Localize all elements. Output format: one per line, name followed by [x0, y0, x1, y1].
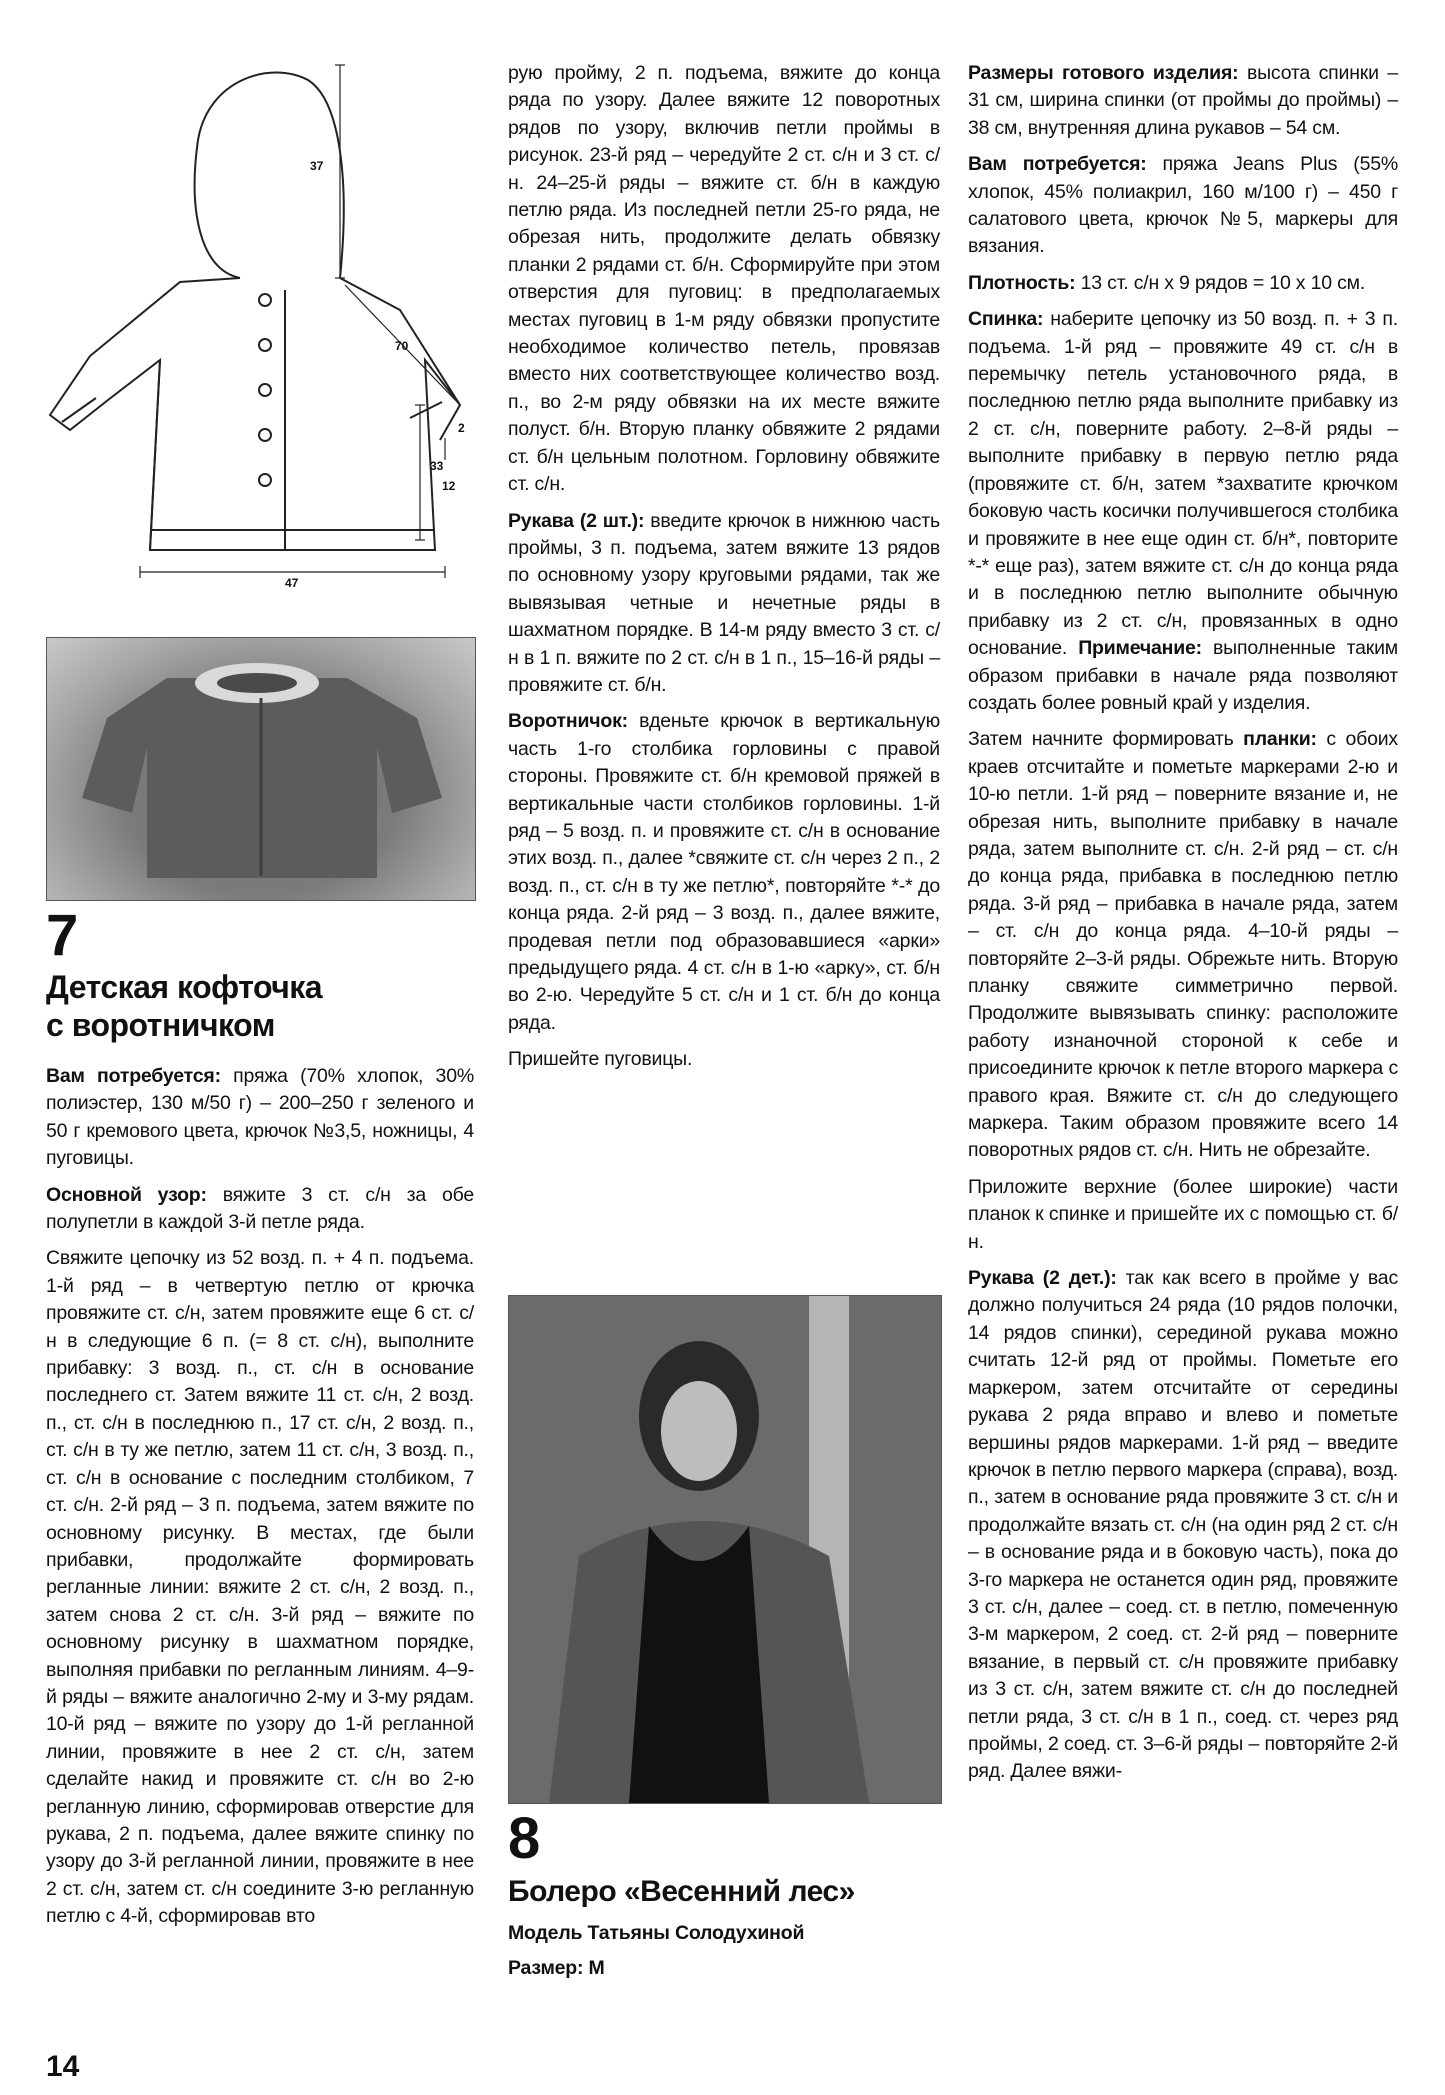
article-7-body: Свяжите цепочку из 52 возд. п. + 4 п. подъема. 1-й ряд – в четвертую петлю от крючка провяжите ст. с/н, затем провяжите еще 6 ст. с/н в следующие 6 п. (= 8 ст. с/н), выполните прибавку: 3 возд. п., ст. с/н в основание последнего ст. Затем вяжите 11 ст. с/н, 2 возд. п., ст. с/н в последнюю п., 17 ст. с/н, 2 возд. п., ст. с/н в ту же петлю, затем 11 ст. с/н, 3 возд. п., ст. с/н в основание с последним столбиком, 7 ст. с/н. 2-й ряд – 3 п. подъема, затем вяжите по основному рисунку. В местах, где были прибавки, продолжайте формировать регланные линии: вяжите 2 ст. с/н, 2 возд. п., затем снова 2 ст. с/н. 3-й ряд – вяжите по основному рисунку в шахматном порядке, выполняя прибавки по регланным линиям. 4–9-й ряды – вяжите аналогично 2-му и 3-му рядам. 10-й ряд – вяжите по узору до 1-й регланной линии, провяжите в нее 2 ст. с/н, затем сделайте накид и провяжите ст. с/н во 2-ю регланную линию, сформировав отверстие для рукава, 2 п. подъема, далее вяжите спинку по узору до 3-й регланной линии, провяжите в нее 2 ст. с/н, затем ст. с/н соедините 3-ю регланную петлю с 4-й, сформировав вто — [46, 1247, 474, 1928]
article-8-size: Размер: M — [508, 1957, 605, 1980]
planks-text-b: с обоих краев отсчитайте и пометьте маркерами 2-ю и 10-ю петли. 1-й ряд – поверните вязание и, не обрезая нить, выполните прибавку в начале ряда, затем выполните ст. с/н. 2-й ряд – ст. с/н до конца ряда, прибавка в последнюю петлю ряда. 3-й ряд – прибавка в начале ряда, затем – ст. с/н до конца ряда. 4–10-й ряды – повторяйте 2–3-й ряды. Обрежьте нить. Вторую планку свяжите симметрично первой. Продолжите вывязывать спинку: расположите работу изнаночной стороной к себе и присоедините крючок к петле второго маркера с правого края. Вяжите ст. с/н до следующего маркера. Таким образом провяжите всего 14 поворотных рядов ст. с/н. Нить не обрезайте. — [968, 728, 1398, 1162]
planks-label: планки: — [1243, 728, 1317, 751]
article-7-pattern — [46, 1182, 474, 1237]
article-8-materials — [968, 151, 1398, 261]
sizes-text: высота спинки – 31 см, ширина спинки (от проймы до проймы) – 38 см, внутренняя длина рукавов – 54 см. — [968, 62, 1398, 139]
jacket-schematic-diagram — [40, 60, 480, 620]
article-7-continuation: рую пройму, 2 п. подъема, вяжите до конца ряда по узору. Далее вяжите 12 поворотных рядов по узору, включив петли проймы в рисунок. 23-й ряд – чередуйте 2 ст. с/н и 3 ст. с/н. 24–25-й ряды – вяжите ст. б/н в каждую петлю ряда. Из последней петли 25-го ряда, не обрезая нить, продолжите делать обвязку планки 2 рядами ст. б/н. Сформируйте при этом отверстия для пуговиц: в предполагаемых местах пуговиц в 1-м ряду обвязки пропустите необходимое количество петель, провязав вместо них соответствующее количество возд. п., во 2-м ряду обвязки на их месте вяжите полуст. б/н. Вторую планку обвяжите 2 рядами ст. б/н цельным полотном. Горловину обвяжите ст. с/н. — [508, 62, 940, 496]
dim-label-70: 70 — [395, 339, 409, 353]
column-3 — [968, 60, 1398, 1795]
sleeves-text: введите крючок в нижнюю часть проймы, 3 п. подъема, затем вяжите 13 рядов по основному узору круговыми рядами, так же вывязывая четные и нечетные ряды в шахматном порядке. В 14-м ряду вместо 3 ст. с/н в 1 п. вяжите по 2 ст. с/н в 1 п., 15–16-й ряды – провяжите ст. б/н. — [508, 509, 940, 696]
planks-text-a: Затем начните формировать — [968, 728, 1244, 751]
materials-text-8: пряжа Jeans Plus (55% хлопок, 45% полиакрил, 160 м/100 г) – 450 г салатового цвета, крючок №5, маркеры для вязания. — [968, 153, 1398, 258]
article-7-title-line1: Детская кофточка — [46, 969, 323, 1005]
article-8-title: Болеро «Весенний лес» — [508, 1875, 855, 1908]
schematic-svg — [40, 60, 480, 620]
note-text: выполненные таким образом прибавки в начале ряда позволяют создать более ровный край у изделия. — [968, 637, 1398, 714]
article-8-credits — [508, 1920, 940, 1983]
dim-label-12: 12 — [442, 479, 456, 493]
back-label: Спинка: — [968, 308, 1044, 331]
density-label: Плотность: — [968, 271, 1076, 294]
sizes-label: Размеры готового изделия: — [968, 62, 1239, 84]
article-7-collar — [508, 708, 940, 1037]
materials-label-8: Вам потребуется: — [968, 153, 1147, 176]
collar-label: Воротничок: — [508, 710, 628, 733]
article-7-final: Пришейте пуговицы. — [508, 1048, 693, 1071]
dim-label-2: 2 — [458, 421, 465, 435]
materials-text: пряжа (70% хлопок, 30% полиэстер, 130 м/50 г) – 200–250 г зеленого и 50 г кремового цвета, крючок №3,5, ножницы, 4 пуговицы. — [46, 1065, 474, 1170]
article-8-planks — [968, 726, 1398, 1165]
sleeves-label-8: Рукава (2 дет.): — [968, 1267, 1117, 1290]
collar-text: вденьте крючок в вертикальную часть 1-го столбика горловины с правой стороны. Провяжите ст. б/н кремовой пряжей в вертикальные части столбиков горловины. 1-й ряд – 5 возд. п. и провяжите ст. с/н в основание этих возд. п., далее *свяжите ст. с/н через 2 п., 2 возд. п., ст. с/н в ту же петлю*, повторяйте *-* до конца ряда. 2-й ряд – 3 возд. п., далее вяжите, продевая петли под образовавшиеся «арки» предыдущего ряда. 4 ст. с/н в 1-ю «арку», ст. б/н во 2-ю. Чередуйте 5 ст. с/н и 1 ст. б/н до конца ряда. — [508, 710, 940, 1034]
article-8-sleeves — [968, 1265, 1398, 1786]
density-text: 13 ст. с/н х 9 рядов = 10 х 10 см. — [1075, 271, 1366, 294]
article-7-title — [46, 968, 322, 1044]
article-7-sleeves — [508, 508, 940, 700]
article-8-model: Модель Татьяны Солодухиной — [508, 1922, 805, 1944]
article-7-title-line2: с воротничком — [46, 1007, 275, 1043]
article-8-attach: Приложите верхние (более широкие) части планок к спинке и пришейте их с помощью ст. б/н. — [968, 1175, 1398, 1253]
dim-label-37: 37 — [310, 159, 324, 173]
article-7-number: 7 — [46, 903, 79, 968]
sweater-photo-art — [47, 638, 475, 900]
article-8-number: 8 — [508, 1806, 541, 1871]
article-8-back — [968, 306, 1398, 717]
button-circles — [259, 294, 271, 486]
baby-sweater-photo — [46, 637, 476, 901]
note-label: Примечание: — [1078, 637, 1202, 660]
pattern-text: вяжите 3 ст. с/н за обе полупетли в каждой 3-й петле ряда. — [46, 1183, 474, 1234]
dim-label-33: 33 — [430, 459, 444, 473]
article-8-density — [968, 270, 1398, 297]
dim-label-47: 47 — [285, 576, 299, 590]
article-8-sizes — [968, 60, 1398, 142]
bolero-photo-art — [509, 1296, 941, 1803]
sleeves-label: Рукава (2 шт.): — [508, 509, 645, 532]
sleeves-text-8: так как всего в пройме у вас должно получиться 24 ряда (10 рядов полочки, 14 рядов спинки), серединой рукава можно считать 12-й ряд от проймы. Пометьте его маркером, затем отсчитайте от середины рукава 2 ряда вправо и влево и пометьте вершины рядов маркерами. 1-й ряд – введите крючок в петлю первого маркера (справа), возд. п., затем в основание ряда провяжите 3 ст. с/н и продолжайте вязать ст. с/н (на один ряд 2 ст. с/н – в основание ряда и в боковую часть), пока до 3-го маркера не останется один ряд, провяжите 3 ст. с/н, далее – соед. ст. в петлю, помеченную 3-м маркером, 2 соед. ст. 2-й ряд – поверните вязание, в первый ст. с/н провяжите прибавку из 3 ст. с/н, затем вяжите ст. с/н до последней петли ряда, 3 ст. с/н в 1 п., соед. ст. через ряд проймы, 2 соед. ст. 3–6-й ряды – повторяйте 2-й ряд. Далее вяжи- — [968, 1267, 1398, 1783]
pattern-label: Основной узор: — [46, 1183, 207, 1206]
column-2 — [508, 60, 940, 1083]
page-number: 14 — [46, 2050, 80, 2083]
article-7-materials — [46, 1063, 474, 1173]
column-1 — [46, 1063, 474, 1940]
bolero-model-photo — [508, 1295, 942, 1804]
back-text: наберите цепочку из 50 возд. п. + 3 п. подъема. 1-й ряд – провяжите 49 ст. с/н в перемычку петель установочного ряда, в последнюю петлю ряда выполните прибавку из 2 ст. с/н, поверните работу. 2–8-й ряды – выполните прибавку в первую петлю ряда (провяжите ст. б/н, затем *захватите крючком боковую часть косички получившегося столбика и провяжите в нее еще один ст. б/н*, повторите *-* еще раз), затем вяжите ст. с/н до конца ряда и в последнюю петлю выполните обычную прибавку из 2 ст. с/н, провязанных в одно основание. — [968, 308, 1398, 660]
materials-label: Вам потребуется: — [46, 1065, 221, 1087]
